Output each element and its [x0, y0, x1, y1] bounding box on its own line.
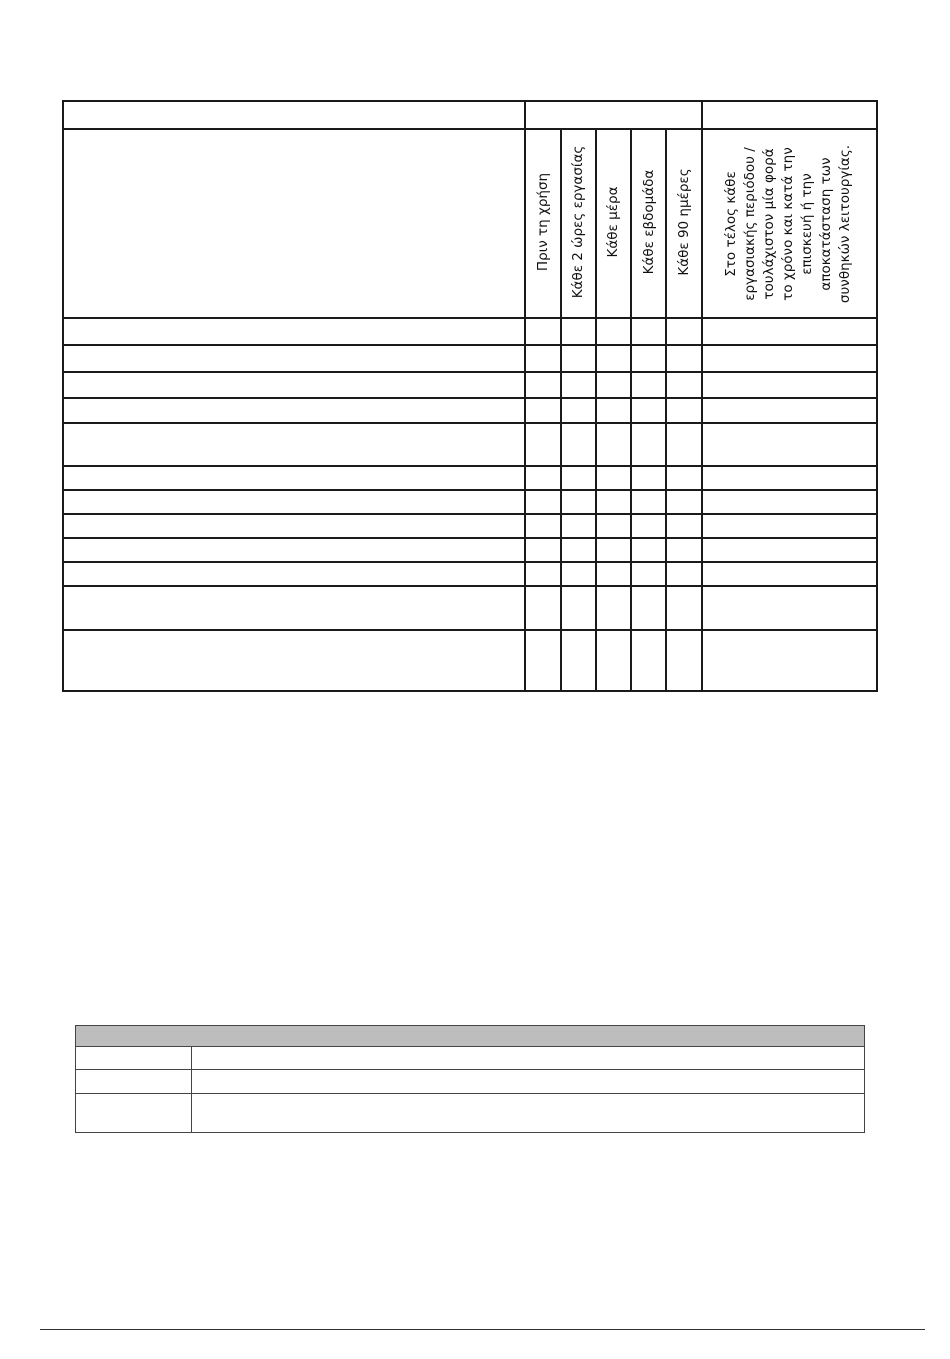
table-line: [62, 629, 878, 631]
table-line: [524, 100, 526, 692]
footer-rule: [40, 1329, 925, 1330]
table-line: [75, 1132, 865, 1133]
table-line: [62, 371, 878, 373]
table-line: [75, 1093, 865, 1094]
header-every-90-days: Κάθε 90 ημέρες: [676, 168, 692, 276]
header-end-of-season-line: αποκατάσταση των: [818, 157, 834, 291]
header-end-of-season-line: Στο τέλος κάθε: [723, 171, 739, 277]
table-line: [62, 585, 878, 587]
table-line: [75, 1025, 865, 1026]
table-line: [595, 128, 597, 692]
table-line: [62, 397, 878, 399]
table-line: [62, 513, 878, 515]
table-line: [62, 344, 878, 346]
table-line: [630, 128, 632, 692]
header-every-week: Κάθε εβδομάδα: [641, 169, 657, 275]
header-end-of-season-line: συνθηκών λειτουργίας.: [837, 144, 853, 304]
table-line: [75, 1025, 76, 1133]
table-line: [62, 561, 878, 563]
header-before-use: Πριν τη χρήση: [535, 172, 551, 272]
table-line: [864, 1025, 865, 1133]
table-line: [191, 1046, 192, 1133]
table-line: [62, 422, 878, 424]
header-end-of-season-line: επισκευή ή την: [799, 173, 815, 275]
legend-table-header: [75, 1025, 864, 1046]
table-border-bottom: [62, 690, 878, 692]
header-end-of-season-line: τουλάχιστον μία φορά: [761, 148, 777, 300]
table-line: [665, 128, 667, 692]
table-line: [75, 1069, 865, 1070]
table-line: [62, 465, 878, 467]
header-every-day: Κάθε μέρα: [605, 186, 621, 258]
table-line: [701, 100, 703, 692]
header-end-of-season: [722, 126, 856, 322]
table-border-left: [62, 100, 64, 692]
table-border-top: [62, 100, 878, 102]
table-line: [62, 537, 878, 539]
header-every-2-hours: Κάθε 2 ώρες εργασίας: [570, 145, 586, 299]
header-end-of-season-line: εργασιακής περιόδου /: [742, 147, 758, 301]
table-line: [560, 128, 562, 692]
table-line: [75, 1046, 865, 1047]
table-border-right: [876, 100, 878, 692]
table-line: [62, 489, 878, 491]
header-end-of-season-line: το χρόνο και κατά την: [780, 147, 796, 301]
